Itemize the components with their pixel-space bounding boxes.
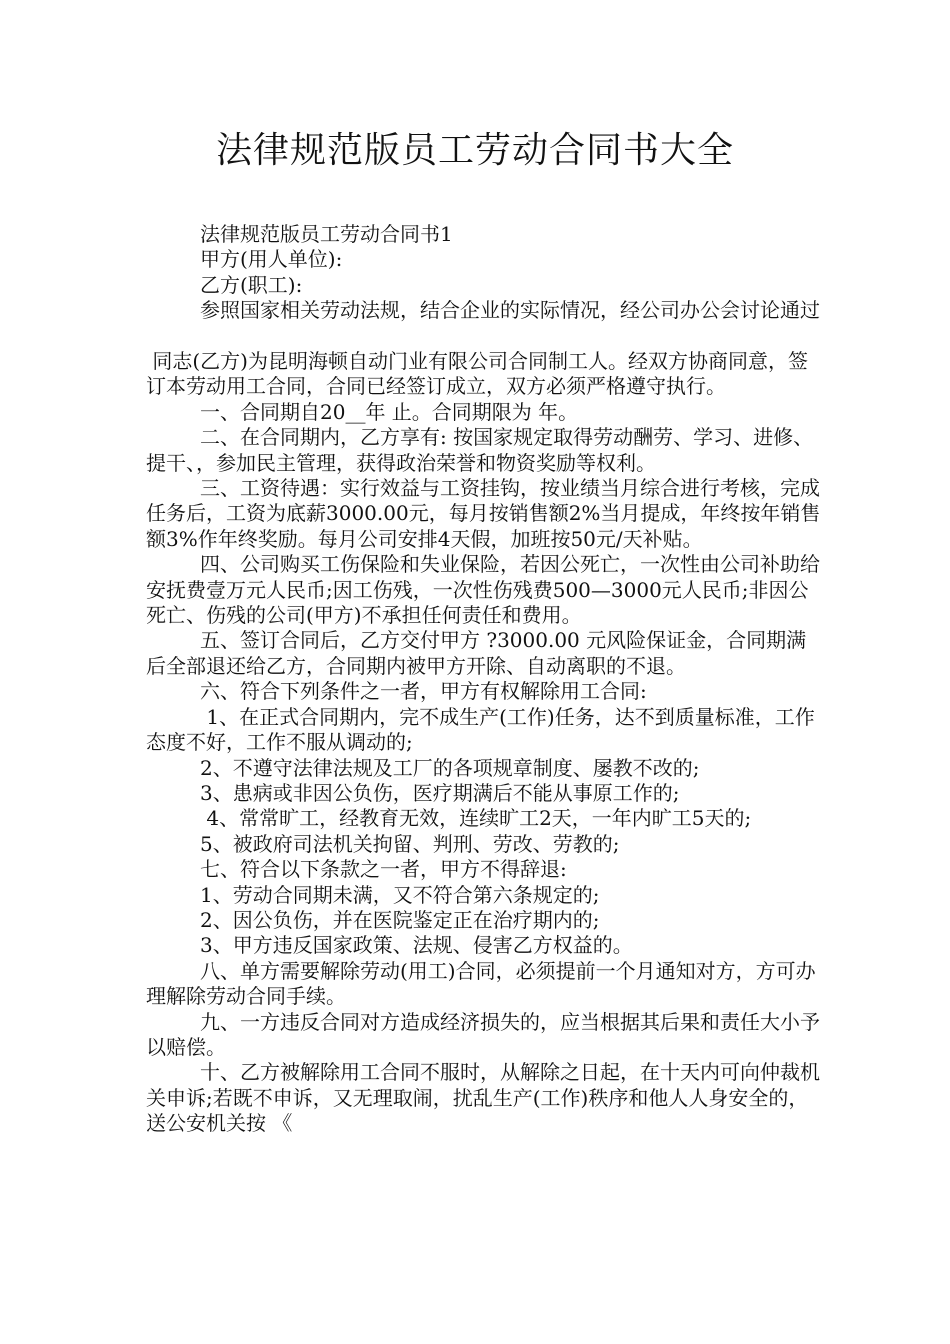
paragraph: 乙方(职工): bbox=[200, 272, 303, 297]
paragraph: 1、在正式合同期内，完不成生产(工作)任务，达不到质量标准，工作态度不好，工作不服从调动的; bbox=[146, 704, 815, 755]
paragraph: 五、签订合同后，乙方交付甲方 ?3000.00 元风险保证金，合同期满后全部退还给乙方，合同期内被甲方开除、自动离职的不退。 bbox=[146, 628, 807, 678]
paragraph: 六、符合下列条件之一者，甲方有权解除用工合同: bbox=[200, 679, 647, 704]
paragraph: 十、乙方被解除用工合同不服时，从解除之日起，在十天内可向仲裁机关申诉;若既不申诉，又无理取闹，扰乱生产(工作)秩序和他人人身安全的，送公安机关按 《 bbox=[146, 1060, 820, 1136]
document-body bbox=[146, 222, 826, 1137]
paragraph: 参照国家相关劳动法规，结合企业的实际情况，经公司办公会讨论通过 bbox=[200, 298, 820, 323]
paragraph: 七、符合以下条款之一者，甲方不得辞退: bbox=[200, 857, 567, 882]
paragraph: 2、因公负伤，并在医院鉴定正在治疗期内的; bbox=[200, 907, 600, 932]
paragraph: 一、合同期自20__年 止。合同期限为 年。 bbox=[200, 399, 579, 424]
paragraph: 九、一方违反合同对方造成经济损失的，应当根据其后果和责任大小予以赔偿。 bbox=[146, 1009, 820, 1059]
paragraph: 四、公司购买工伤保险和失业保险，若因公死亡，一次性由公司补助给安抚费壹万元人民币;因工伤残，一次性伤残费500—3000元人民币;非因公死亡、伤残的公司(甲方)不承担任何责任和费用。 bbox=[146, 552, 820, 628]
paragraph: 2、不遵守法律法规及工厂的各项规章制度、屡教不改的; bbox=[200, 755, 700, 780]
paragraph: 同志(乙方)为昆明海顿自动门业有限公司合同制工人。经双方协商同意，签订本劳动用工合同，合同已经签订成立，双方必须严格遵守执行。 bbox=[146, 349, 808, 399]
paragraph: 1、劳动合同期未满，又不符合第六条规定的; bbox=[200, 882, 600, 907]
paragraph: 3、患病或非因公负伤，医疗期满后不能从事原工作的; bbox=[200, 780, 680, 805]
paragraph: 3、甲方违反国家政策、法规、侵害乙方权益的。 bbox=[200, 933, 633, 958]
paragraph: 二、在合同期内，乙方享有: 按国家规定取得劳动酬劳、学习、进修、提干、，参加民主管理，获得政治荣誉和物资奖励等权利。 bbox=[146, 425, 814, 475]
blank-line bbox=[146, 324, 826, 349]
paragraph: 八、单方需要解除劳动(用工)合同，必须提前一个月通知对方，方可办理解除劳动合同手续。 bbox=[146, 958, 816, 1009]
paragraph: 5、被政府司法机关拘留、判刑、劳改、劳教的; bbox=[200, 831, 620, 856]
paragraph: 甲方(用人单位): bbox=[200, 247, 343, 272]
paragraph: 三、工资待遇：实行效益与工资挂钩，按业绩当月综合进行考核，完成任务后，工资为底薪3000.00元，每月按销售额2%当月提成，年终按年销售额3%作年终奖励。每月公司安排4天假，加班按50元/天补贴。 bbox=[146, 476, 821, 551]
document-title: 法律规范版员工劳动合同书大全 bbox=[215, 130, 734, 171]
paragraph: 法律规范版员工劳动合同书1 bbox=[200, 222, 453, 246]
paragraph: 4、常常旷工，经教育无效，连续旷工2天，一年内旷工5天的; bbox=[200, 806, 752, 831]
